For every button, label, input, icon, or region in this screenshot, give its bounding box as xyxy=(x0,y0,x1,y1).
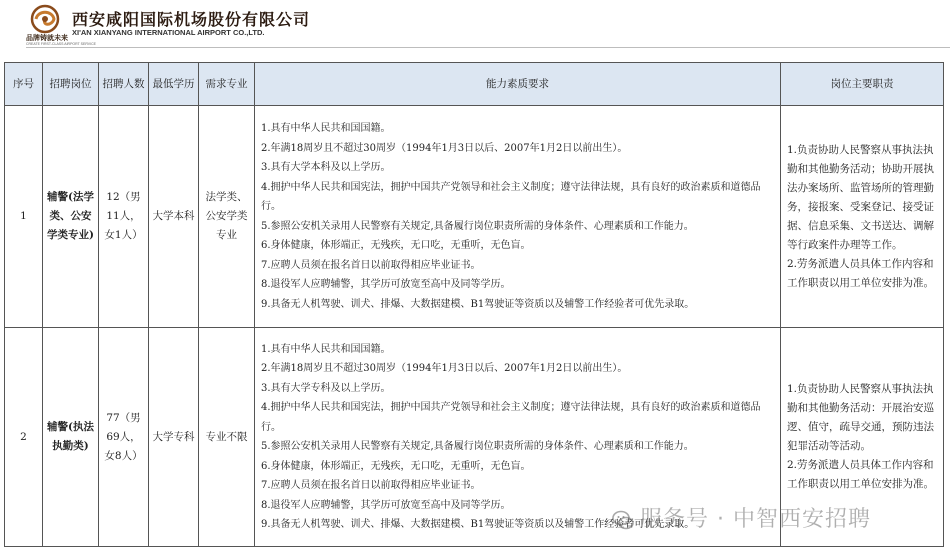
row-count: 12（男11人，女1人） xyxy=(99,106,149,328)
requirement-item: 1.具有中华人民共和国国籍。 xyxy=(261,123,391,134)
requirement-item: 8.退役军人应聘辅警，其学历可放宽至高中及同等学历。 xyxy=(261,279,511,290)
requirement-item: 3.具有大学专科及以上学历。 xyxy=(261,382,391,394)
requirement-item: 3.具有大学本科及以上学历。 xyxy=(261,162,391,173)
requirement-item: 9.具备无人机驾驶、训犬、排爆、大数据建模、B1驾驶证等资质以及辅警工作经验者可优先录取。 xyxy=(261,298,695,310)
header-requirements: 能力素质要求 xyxy=(255,63,781,106)
airport-logo-icon xyxy=(28,4,62,34)
header-seq: 序号 xyxy=(5,63,43,106)
header-divider xyxy=(26,47,950,48)
row-edu: 大学专科 xyxy=(149,328,199,547)
row-seq: 1 xyxy=(5,106,43,328)
row-duties xyxy=(781,106,944,328)
table-row xyxy=(5,106,944,328)
requirement-item: 4.拥护中华人民共和国宪法，拥护中国共产党领导和社会主义制度；遵守法律法规，具有良好的政治素质和道德品行。 xyxy=(261,402,761,433)
row-post: 辅警(执法执勤类) xyxy=(43,328,99,547)
requirement-item: 7.应聘人员须在报名首日以前取得相应毕业证书。 xyxy=(261,259,481,271)
duty-item: 1.负责协助人民警察从事执法执勤和其他勤务活动；协助开展执法办案场所、监管场所的管理勤务，接报案、受案登记、接受证据、信息采集、文书送达、调解等行政案件办理等工作。 xyxy=(787,143,934,251)
slogan: 品牌铸就未来 xyxy=(26,33,68,42)
row-edu: 大学本科 xyxy=(149,106,199,328)
requirement-item: 4.拥护中华人民共和国宪法，拥护中国共产党领导和社会主义制度；遵守法律法规，具有良好的政治素质和道德品行。 xyxy=(261,181,761,212)
requirement-item: 7.应聘人员须在报名首日以前取得相应毕业证书。 xyxy=(261,480,481,491)
requirement-item: 6.身体健康，体形端正，无残疾，无口吃，无重听，无色盲。 xyxy=(261,460,531,472)
row-post: 辅警(法学类、公安学类专业) xyxy=(43,106,99,328)
requirement-item: 5.参照公安机关录用人民警察有关规定,具备履行岗位职责所需的身体条件、心理素质和工作能力。 xyxy=(261,441,694,452)
requirement-item: 2.年满18周岁且不超过30周岁（1994年1月3日以后、2007年1月2日以前出生）。 xyxy=(261,363,628,374)
slogan-en: CREATE FIRST-CLASS AIRPORT SERVICE xyxy=(26,42,96,46)
watermark xyxy=(612,503,942,537)
header-duties: 岗位主要职责 xyxy=(781,63,944,106)
requirement-item: 8.退役军人应聘辅警，其学历可放宽至高中及同等学历。 xyxy=(261,499,511,511)
table-header-row xyxy=(5,63,944,106)
recruitment-table xyxy=(4,62,944,547)
row-major: 法学类、公安学类专业 xyxy=(199,106,255,328)
company-name-en: XI'AN XIANYANG INTERNATIONAL AIRPORT CO.,LTD. xyxy=(72,28,265,37)
watermark-text: 服务号 · 中智西安招聘 xyxy=(640,507,871,532)
requirement-item: 1.具有中华人民共和国国籍。 xyxy=(261,343,391,355)
duty-item: 1.负责协助人民警察从事执法执勤和其他勤务活动：开展治安巡逻、值守，疏导交通，预防违法犯罪活动等活动。 xyxy=(787,383,934,452)
company-name-cn: 西安咸阳国际机场股份有限公司 xyxy=(72,10,311,29)
row-major: 专业不限 xyxy=(199,328,255,547)
duty-item: 2.劳务派遣人员具体工作内容和工作职责以用工单位安排为准。 xyxy=(787,257,934,289)
requirement-item: 5.参照公安机关录用人民警察有关规定,具备履行岗位职责所需的身体条件、心理素质和工作能力。 xyxy=(261,220,694,232)
header-edu: 最低学历 xyxy=(149,63,199,106)
wechat-icon xyxy=(612,509,634,531)
requirement-item: 6.身体健康，体形端正，无残疾，无口吃，无重听，无色盲。 xyxy=(261,240,531,251)
row-seq: 2 xyxy=(5,328,43,547)
header-major: 需求专业 xyxy=(199,63,255,106)
header-post: 招聘岗位 xyxy=(43,63,99,106)
document-header xyxy=(0,0,950,48)
duty-item: 2.劳务派遣人员具体工作内容和工作职责以用工单位安排为准。 xyxy=(787,459,934,490)
requirement-item: 2.年满18周岁且不超过30周岁（1994年1月3日以后、2007年1月2日以前出生）。 xyxy=(261,142,628,154)
requirement-item: 9.具备无人机驾驶、训犬、排爆、大数据建模、B1驾驶证等资质以及辅警工作经验者可优先录取。 xyxy=(261,519,695,530)
header-count: 招聘人数 xyxy=(99,63,149,106)
row-requirements xyxy=(255,106,781,328)
row-count: 77（男69人，女8人） xyxy=(99,328,149,547)
